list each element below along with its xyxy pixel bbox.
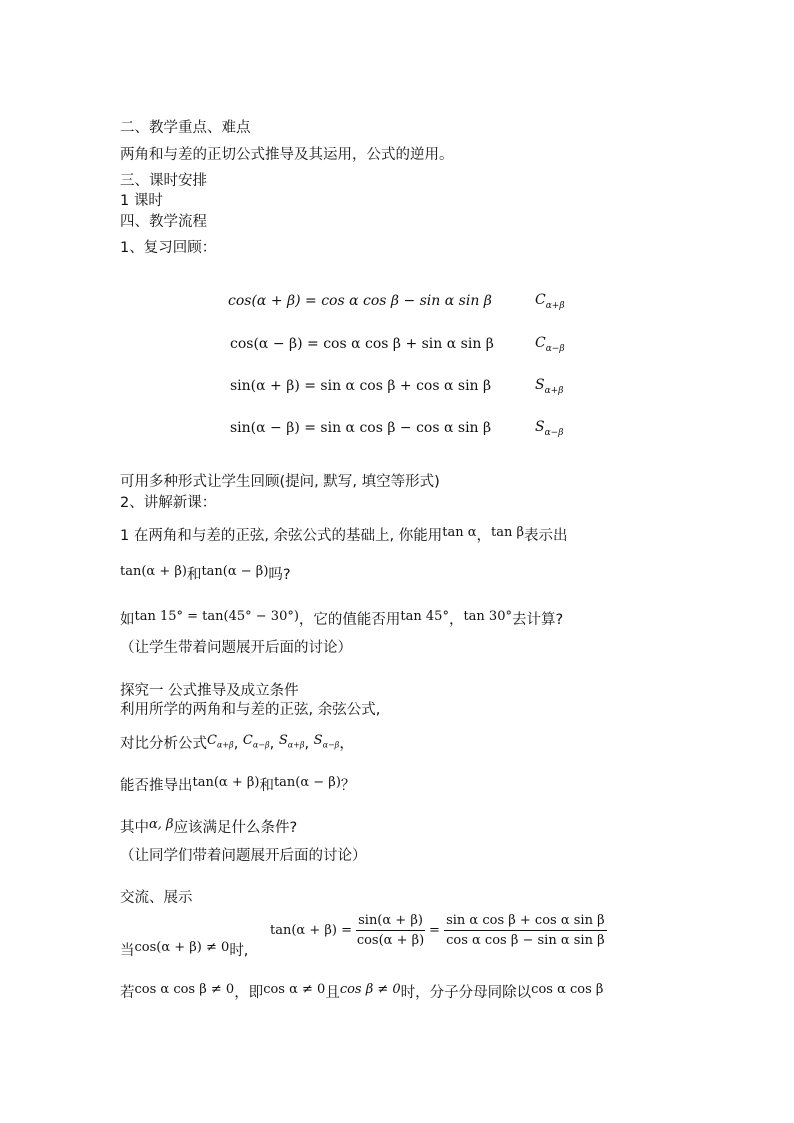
if-prefix: 若 bbox=[120, 985, 135, 1001]
formula-cos-sum: cos(α + β) = cos α cos β − sin α sin β bbox=[228, 293, 492, 309]
label-sin-sum: $S_{\alpha+\beta}$ bbox=[535, 377, 564, 396]
q1-suffix: 表示出 bbox=[524, 528, 568, 544]
cond-prefix: 其中 bbox=[120, 820, 149, 836]
section-heading-4: 四、教学流程 bbox=[120, 214, 207, 230]
q3-sep: ， bbox=[448, 612, 464, 628]
derive-line bbox=[120, 776, 355, 797]
if-end: 时，分子分母同除以 bbox=[400, 985, 532, 1001]
q1-tan-alpha: tan α bbox=[442, 525, 477, 540]
if-and: 且 bbox=[325, 985, 340, 1001]
tan-sum-lhs: tan(α + β) = bbox=[270, 923, 352, 938]
compare-end: ， bbox=[339, 736, 354, 752]
if-divisor: cos α cos β bbox=[531, 982, 604, 997]
new-lesson-heading: 2、讲解新课： bbox=[120, 495, 217, 511]
formula-sin-sum: sin(α + β) = sin α cos β + cos α sin β bbox=[230, 378, 492, 394]
q3-ru: 如 bbox=[120, 612, 135, 628]
q3-end: 去计算? bbox=[511, 612, 564, 628]
q3-mid: ，它的值能否用 bbox=[298, 612, 401, 628]
q1-tan-beta: tan β bbox=[491, 525, 525, 540]
explore-use: 利用所学的两角和与差的正弦, 余弦公式, bbox=[120, 702, 381, 718]
q3-tan30: tan 30° bbox=[463, 609, 512, 624]
question-3 bbox=[120, 610, 563, 631]
if-condition: cos α cos β ≠ 0 bbox=[134, 982, 235, 997]
q3-tan45: tan 45° bbox=[400, 609, 449, 624]
exchange-heading: 交流、展示 bbox=[120, 890, 193, 906]
derive-tan-sum: tan(α + β) bbox=[192, 775, 260, 790]
if-mid: ，即 bbox=[234, 985, 264, 1001]
if-line bbox=[120, 983, 603, 1004]
derive-tan-diff: tan(α − β) bbox=[273, 775, 341, 790]
review-heading: 1、复习回顾： bbox=[120, 240, 217, 256]
cond-alpha-beta: α, β bbox=[149, 817, 174, 832]
equals-sign: = bbox=[429, 923, 440, 938]
compare-c-diff: $C_{\alpha-\beta}$ bbox=[242, 733, 270, 750]
fraction-sin-over-cos: $\frac{\sin(\alpha + \beta)}{\cos(\alpha + \beta)}$ bbox=[356, 913, 425, 948]
question-1 bbox=[120, 526, 568, 547]
q2-and: 和 bbox=[186, 567, 202, 583]
explore-title: 探究一 公式推导及成立条件 bbox=[120, 683, 299, 699]
question-note: （让学生带着问题展开后面的讨论） bbox=[120, 640, 352, 656]
compare-s-diff: $S_{\alpha-\beta}$ bbox=[313, 733, 340, 750]
when-prefix: 当 bbox=[120, 943, 135, 959]
label-cos-sum: $C_{\alpha+\beta}$ bbox=[535, 292, 565, 311]
when-line bbox=[120, 941, 248, 962]
when-suffix: 时, bbox=[229, 943, 249, 959]
q1-prefix: 1 在两角和与差的正弦, 余弦公式的基础上, 你能用 bbox=[120, 528, 443, 544]
q2-tan-diff: tan(α − β) bbox=[201, 564, 269, 579]
q2-tan-sum: tan(α + β) bbox=[120, 564, 187, 579]
hours-text: 1 课时 bbox=[120, 193, 163, 209]
compare-c-sum: $C_{\alpha+\beta}$ bbox=[207, 733, 234, 750]
compare-s-sum: $S_{\alpha+\beta}$ bbox=[278, 733, 305, 750]
derive-prefix: 能否推导出 bbox=[120, 778, 193, 794]
if-cos-beta: cos β ≠ 0 bbox=[339, 982, 401, 997]
q3-expression: tan 15° = tan(45° − 30°) bbox=[134, 609, 299, 624]
key-points-text: 两角和与差的正切公式推导及其运用，公式的逆用。 bbox=[120, 147, 454, 163]
label-sin-diff: $S_{\alpha-\beta}$ bbox=[535, 419, 564, 438]
section-heading-2: 二、教学重点、难点 bbox=[120, 120, 251, 136]
if-cos-alpha: cos α ≠ 0 bbox=[263, 982, 326, 997]
condition-line bbox=[120, 818, 297, 839]
formula-sin-diff: sin(α − β) = sin α cos β − cos α sin β bbox=[230, 420, 492, 436]
tan-sum-derivation bbox=[270, 913, 607, 948]
derive-end: ？ bbox=[340, 778, 356, 794]
derive-and: 和 bbox=[259, 778, 274, 794]
q2-end: 吗? bbox=[268, 567, 291, 583]
compare-prefix: 对比分析公式 bbox=[120, 736, 207, 752]
label-cos-diff: $C_{\alpha-\beta}$ bbox=[535, 335, 565, 354]
compare-line: 对比分析公式$C_{\alpha+\beta}$, $C_{\alpha-\beta}$, $S_{\alpha+\beta}$, $S_{\alpha-\beta}$， bbox=[120, 733, 354, 752]
recall-text: 可用多种形式让学生回顾(提问, 默写, 填空等形式) bbox=[120, 474, 440, 490]
formula-cos-diff: cos(α − β) = cos α cos β + sin α sin β bbox=[230, 336, 494, 352]
cond-suffix: 应该满足什么条件? bbox=[173, 820, 298, 836]
when-condition: cos(α + β) ≠ 0 bbox=[134, 940, 230, 955]
condition-note: （让同学们带着问题展开后面的讨论） bbox=[120, 848, 367, 864]
fraction-expanded: $\frac{\text{sin α cos β + cos α sin β}}{\text{cos α cos β − sin α sin β}}$ bbox=[446, 913, 605, 948]
question-2 bbox=[120, 565, 291, 586]
q1-comma: ， bbox=[476, 528, 492, 544]
section-heading-3: 三、课时安排 bbox=[120, 173, 207, 189]
